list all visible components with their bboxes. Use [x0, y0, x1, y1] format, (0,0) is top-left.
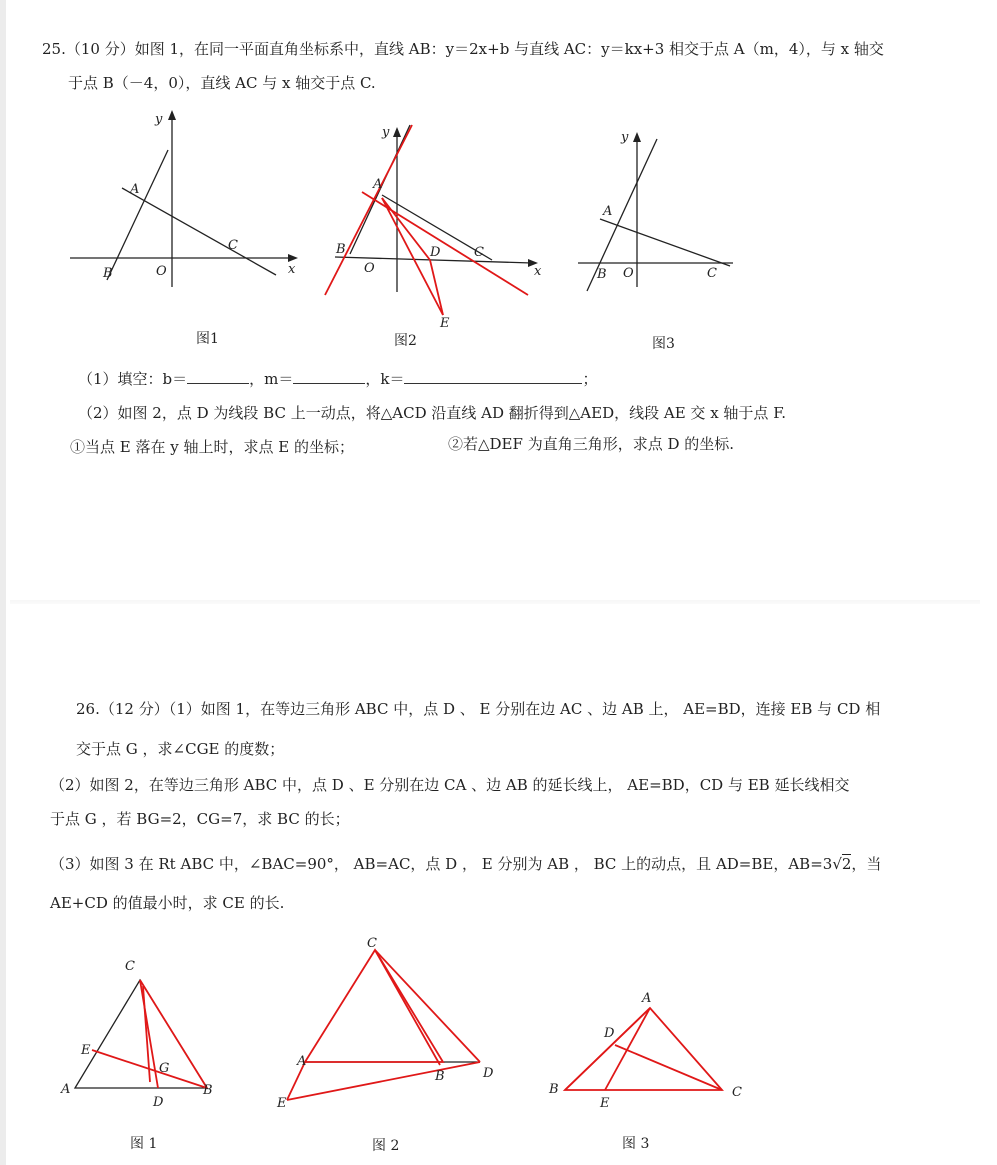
y-label: y — [382, 125, 390, 140]
q25-part2: （2）如图 2，点 D 为线段 BC 上一动点，将△ACD 沿直线 AD 翻折得到△AED，线段 AE 交 x 轴于点 F. — [78, 404, 787, 422]
line-ac — [122, 188, 276, 275]
answer-k-blank[interactable] — [404, 369, 582, 384]
q25-figure-3-caption: 图3 — [652, 336, 675, 352]
y-label: y — [155, 112, 163, 127]
point-b-label: B — [336, 242, 346, 257]
q25-fill-in — [78, 368, 598, 389]
q26-figure-1-caption: 图 1 — [130, 1136, 158, 1152]
q25-figure-2-caption: 图2 — [394, 333, 417, 349]
q26-line5 — [50, 853, 881, 874]
point-b-label: B — [103, 266, 113, 281]
point-c-label: C — [707, 266, 717, 281]
point-b-label: B — [549, 1082, 559, 1097]
line-ac — [600, 219, 730, 266]
origin-label: O — [156, 264, 167, 279]
q26-line2: 交于点 G ，求∠CGE 的度数； — [76, 740, 285, 758]
q26-figure-1 — [55, 950, 230, 1115]
point-c-label: C — [474, 245, 484, 260]
point-d-label: D — [153, 1095, 164, 1110]
q26-figure-2-caption: 图 2 — [372, 1138, 400, 1154]
q26-figure-3 — [540, 985, 760, 1115]
section-divider — [10, 600, 980, 604]
q26-line3: （2）如图 2，在等边三角形 ABC 中，点 D 、E 分别在边 CA 、边 AB 的延长线上， AE=BD，CD 与 EB 延长线相交 — [50, 776, 850, 794]
point-a-label: A — [642, 991, 652, 1006]
q25-figure-1-caption: 图1 — [196, 331, 219, 347]
q26-line5-text: （3）如图 3 在 Rt ABC 中，∠BAC=90°， AB=AC，点 D ， E 分别为 AB ， BC 上的动点，且 AD=BE，AB=3 — [50, 855, 833, 873]
q26-figure-2 — [275, 935, 510, 1115]
y-label: y — [621, 130, 629, 145]
q26-figure-3-caption: 图 3 — [622, 1136, 650, 1152]
point-a-label: A — [603, 204, 613, 219]
x-label: x — [288, 262, 296, 277]
point-c-label: C — [732, 1085, 742, 1100]
answer-b-blank[interactable] — [187, 369, 249, 384]
q25-sub1: ①当点 E 落在 y 轴上时，求点 E 的坐标； — [70, 438, 354, 456]
point-g-label: G — [159, 1061, 170, 1076]
point-c-label: C — [367, 936, 377, 951]
q25-line2: 于点 B（－4，0），直线 AC 与 x 轴交于点 C. — [68, 74, 376, 92]
point-e-label: E — [600, 1096, 610, 1111]
sqrt-symbol: √ — [832, 855, 842, 873]
point-d-label: D — [604, 1026, 615, 1041]
point-a-label: A — [373, 177, 383, 192]
point-a-label: A — [61, 1082, 71, 1097]
point-d-label: D — [483, 1066, 494, 1081]
fill-end: ； — [582, 370, 598, 388]
q26-line5-end: ，当 — [851, 855, 882, 873]
q25-line1: 25.（10 分）如图 1，在同一平面直角坐标系中，直线 AB：y＝2x+b 与直线 AC：y＝kx+3 相交于点 A（m，4），与 x 轴交 — [42, 40, 884, 58]
q26-line6: AE+CD 的值最小时，求 CE 的长. — [50, 894, 285, 912]
point-e-label: E — [81, 1043, 91, 1058]
point-e-label: E — [440, 316, 450, 331]
origin-label: O — [364, 261, 375, 276]
fill-m-label: ，m＝ — [249, 370, 294, 388]
point-a-label: A — [297, 1054, 307, 1069]
q25-sub2: ②若△DEF 为直角三角形，求点 D 的坐标. — [448, 435, 735, 453]
point-c-label: C — [125, 959, 135, 974]
q25-figure-1 — [60, 105, 310, 295]
point-b-label: B — [435, 1069, 445, 1084]
q25-figure-3 — [575, 125, 745, 295]
point-e-label: E — [277, 1096, 287, 1111]
point-a-label: A — [130, 182, 140, 197]
answer-m-blank[interactable] — [293, 369, 365, 384]
sqrt-argument: 2 — [841, 855, 852, 873]
point-c-label: C — [228, 238, 238, 253]
fill-b-label: （1）填空：b＝ — [78, 370, 188, 388]
q26-line1: 26.（12 分）（1）如图 1，在等边三角形 ABC 中，点 D 、 E 分别在边 AC 、边 AB 上， AE=BD，连接 EB 与 CD 相 — [76, 700, 881, 718]
line-ab — [107, 150, 168, 280]
point-b-label: B — [597, 267, 607, 282]
q26-line4: 于点 G ，若 BG=2，CG=7，求 BC 的长； — [50, 810, 350, 828]
point-b-label: B — [203, 1083, 213, 1098]
x-label: x — [534, 264, 542, 279]
fill-k-label: ，k＝ — [365, 370, 405, 388]
origin-label: O — [623, 266, 634, 281]
scan-edge — [0, 0, 6, 1165]
point-d-label: D — [430, 245, 441, 260]
q25-figure-2 — [320, 120, 550, 330]
